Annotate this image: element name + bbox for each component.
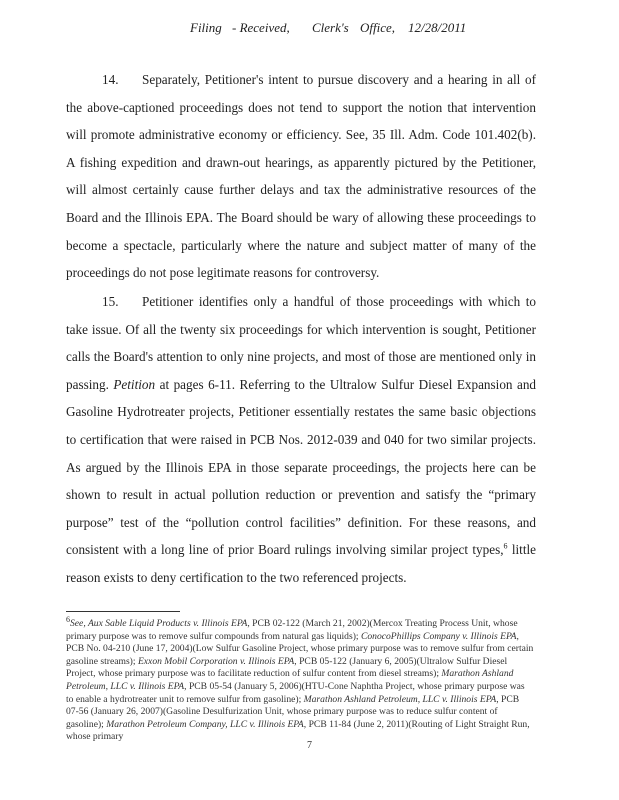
- footnote-6: [66, 614, 534, 744]
- paragraph-number: 15.: [102, 294, 119, 309]
- footnote-citation: , PCB 05-122 (January 6, 2005)(Ultralow Sulfur Diesel Project, whose primary purpose was to facilitate reduction of sulfur content from diesel streams);: [66, 655, 508, 680]
- footnote-case-name: Marathon Petroleum Company, LLC v. Illinois EPA: [106, 718, 304, 730]
- footnote-citation: , PCB 05-54 (January 5, 2006)(HTU-Cone Naphtha Project, whose primary purpose was to enable a hydrotreater unit to remove sulfur from gasoline);: [66, 680, 525, 705]
- footnote-reference[interactable]: 6: [503, 541, 508, 551]
- footnote-citation: , PCB 11-84 (June 2, 2011)(Routing of Light Straight Run, whose primary: [66, 718, 530, 743]
- paragraph-text: at pages 6-11. Referring to the Ultralow Sulfur Diesel Expansion and Gasoline Hydrotreater projects, Petitioner essentially restates the same basic objections to certification that were raised in PCB Nos. 2012-039 and 040 for two similar projects. As argued by the Illinois EPA in those separate proceedings, the projects here can be shown to result in actual pollution reduction or prevention and satisfy the “primary purpose” test of the “pollution control facilities” definition. For these reasons, and consistent with a long line of prior Board rulings involving similar project types,: [66, 376, 537, 558]
- footnote-case-name: Marathon Ashland Petroleum, LLC v. Illinois EPA: [303, 693, 497, 705]
- footnote-marker: 6: [66, 614, 70, 624]
- footnote-case-name: See,: [70, 618, 88, 629]
- citation-petition: Petition: [113, 376, 156, 392]
- footnote-citation: , PCB No. 04-210 (June 17, 2004)(Low Sulfur Gasoline Project, whose primary purpose was to remove sulfur from certain gasoline streams);: [66, 630, 534, 667]
- paragraph-text: Separately, Petitioner's intent to pursue discovery and a hearing in all of the above-captioned proceedings does not tend to support the notion that intervention will promote administrative economy or efficiency. See, 35 Ill. Adm. Code 101.402(b). A fishing expedition and drawn-out hearings, as apparently pictured by the Petitioner, will almost certainly cause further delays and tax the administrative resources of the Board and the Illinois EPA. The Board should be wary of allowing these proceedings to become a spectacle, particularly where the nature and subject matter of many of the proceedings do not pose legitimate reasons for controversy.: [66, 72, 536, 281]
- footnote-case-name: ConocoPhillips Company v. Illinois EPA: [360, 630, 517, 642]
- paragraph-14: [66, 66, 536, 287]
- footnote-case-name: Exxon Mobil Corporation v. Illinois EPA: [137, 655, 295, 667]
- footnote-case-name: Aux Sable Liquid Products v. Illinois EPA: [87, 618, 248, 629]
- paragraph-number: 14.: [102, 72, 119, 87]
- footnote-citation: , PCB 07-56 (January 26, 2007)(Gasoline Desulfurization Unit, whose primary purpose was to reduce sulfur content of gasoline);: [66, 693, 520, 730]
- header-clerks: Clerk's: [312, 20, 349, 35]
- footnote-text: [66, 618, 533, 742]
- paragraph-text: Petitioner identifies only a handful of those proceedings with which to take issue. Of all the twenty six proceedings for which intervention is sought, Petitioner calls the Board's attention to only nine projects, and most of those are mentioned only in passing.: [66, 294, 536, 392]
- header-filing: Filing: [190, 20, 222, 35]
- header-office: Office,: [360, 20, 396, 35]
- page-number: 7: [307, 740, 312, 751]
- paragraph-text: little reason exists to deny certification to the two referenced projects.: [66, 542, 537, 585]
- footnote-divider: [66, 611, 180, 612]
- footnote-citation: , PCB 02-122 (March 21, 2002)(Mercox Treating Process Unit, whose primary purpose was to remove sulfur compounds from natural gas liquids);: [66, 618, 518, 642]
- header-received: - Received,: [232, 20, 290, 35]
- footnote-case-name: Marathon Ashland Petroleum, LLC v. Illinois EPA: [66, 668, 514, 692]
- header-date: 12/28/2011: [408, 20, 467, 35]
- paragraph-15: [66, 288, 536, 592]
